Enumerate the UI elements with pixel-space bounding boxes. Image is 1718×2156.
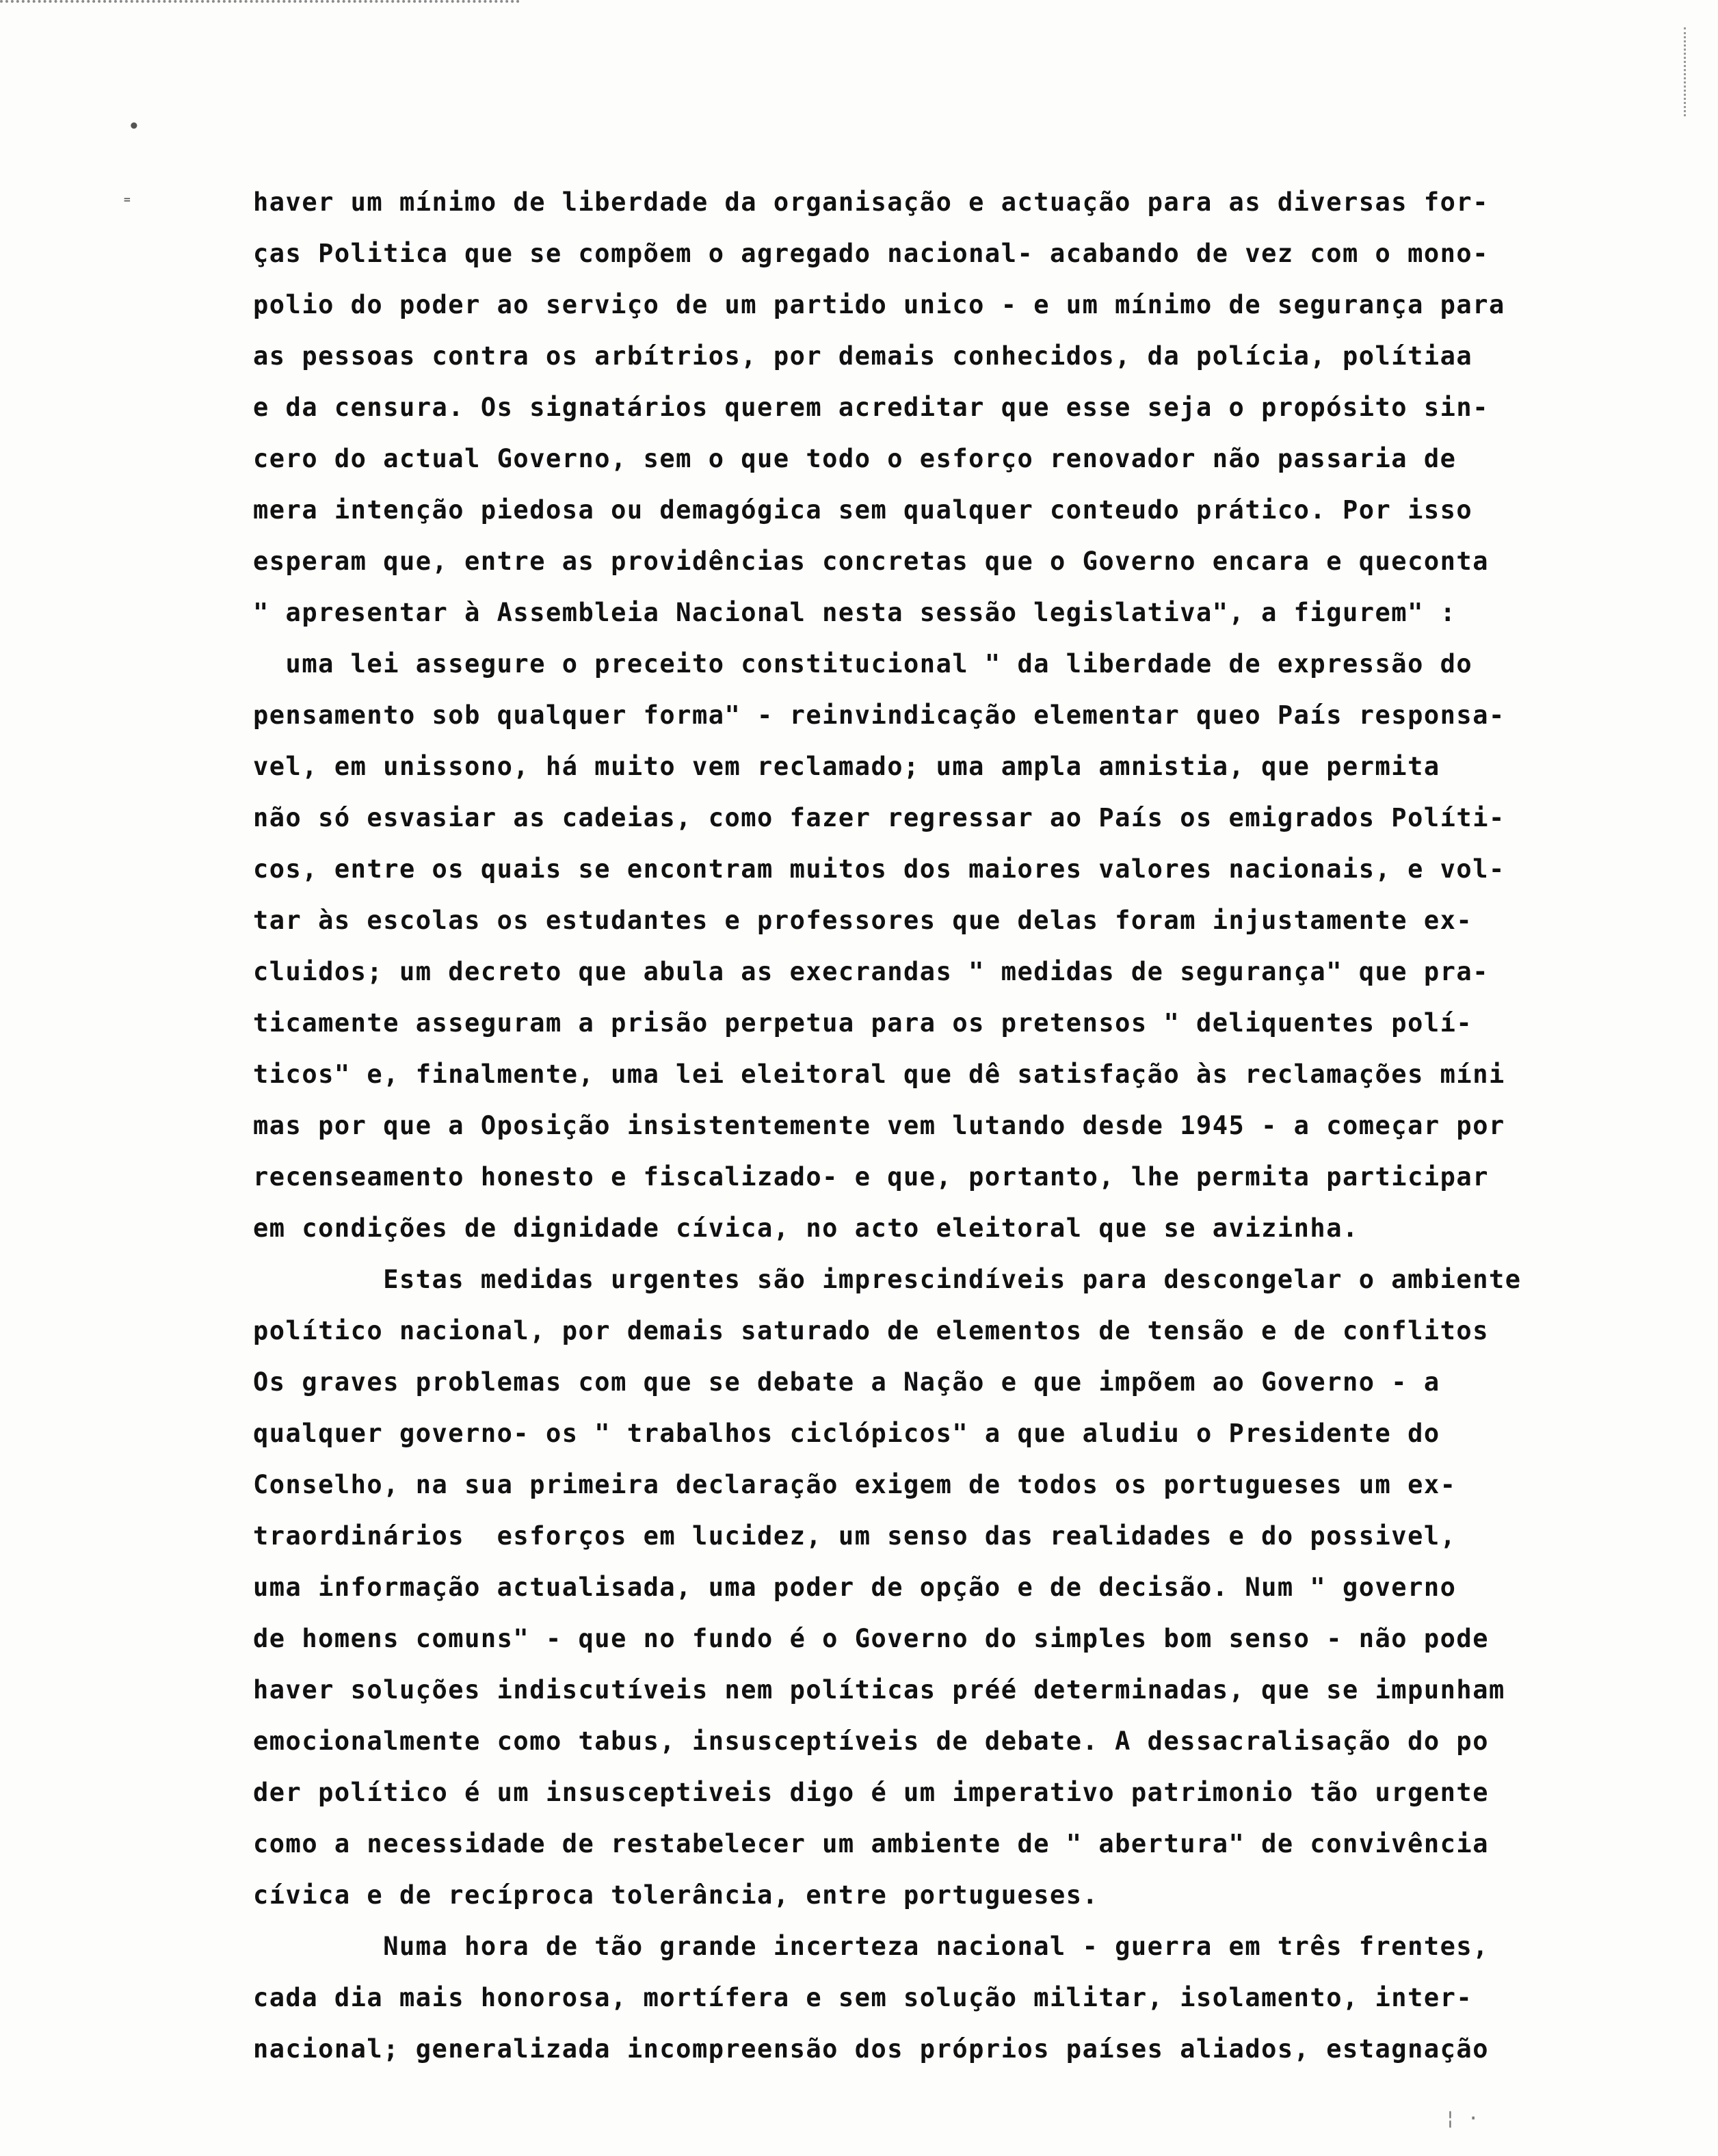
text-line: mas por que a Oposição insistentemente vem lutando desde 1945 - a começar por bbox=[253, 1111, 1505, 1140]
text-line: recenseamento honesto e fiscalizado- e que, portanto, lhe permita participar bbox=[253, 1162, 1489, 1192]
text-line: ças Politica que se compõem o agregado nacional- acabando de vez com o mono- bbox=[253, 239, 1489, 268]
text-line: polio do poder ao serviço de um partido unico - e um mínimo de segurança para bbox=[253, 290, 1505, 319]
text-line: Os graves problemas com que se debate a Nação e que impõem ao Governo - a bbox=[253, 1367, 1440, 1397]
text-line: der político é um insusceptiveis digo é um imperativo patrimonio tão urgente bbox=[253, 1778, 1489, 1807]
text-line: não só esvasiar as cadeias, como fazer regressar ao País os emigrados Políti- bbox=[253, 803, 1505, 832]
text-line: cada dia mais honorosa, mortífera e sem solução militar, isolamento, inter- bbox=[253, 1983, 1473, 2012]
text-line: cero do actual Governo, sem o que todo o esforço renovador não passaria de bbox=[253, 444, 1457, 473]
text-line: Conselho, na sua primeira declaração exigem de todos os portugueses um ex- bbox=[253, 1470, 1457, 1499]
margin-mark: ⁼ bbox=[122, 193, 133, 213]
text-line: Numa hora de tão grande incerteza nacional - guerra em três frentes, bbox=[253, 1932, 1489, 1961]
text-line: as pessoas contra os arbítrios, por demais conhecidos, da polícia, polítiaa bbox=[253, 341, 1473, 371]
text-line: esperam que, entre as providências concretas que o Governo encara e queconta bbox=[253, 547, 1489, 576]
scan-top-edge bbox=[0, 0, 520, 7]
text-line: político nacional, por demais saturado de elementos de tensão e de conflitos bbox=[253, 1316, 1489, 1345]
text-line: cívica e de recíproca tolerância, entre portugueses. bbox=[253, 1880, 1099, 1910]
text-line: vel, em unissono, há muito vem reclamado; uma ampla amnistia, que permita bbox=[253, 752, 1440, 781]
text-line: qualquer governo- os " trabalhos ciclópicos" a que aludiu o Presidente do bbox=[253, 1419, 1440, 1448]
text-line: nacional; generalizada incompreensão dos próprios países aliados, estagnação bbox=[253, 2034, 1489, 2064]
typewritten-text-block bbox=[253, 176, 1676, 2075]
scan-right-edge-mark bbox=[1684, 27, 1686, 116]
text-line: de homens comuns" - que no fundo é o Governo do simples bom senso - não pode bbox=[253, 1624, 1489, 1653]
text-line: Estas medidas urgentes são imprescindíveis para descongelar o ambiente bbox=[253, 1265, 1522, 1294]
scan-bottom-mark: ¦ · bbox=[1444, 2107, 1479, 2129]
text-line: tar às escolas os estudantes e professores que delas foram injustamente ex- bbox=[253, 906, 1473, 935]
text-line: uma lei assegure o preceito constitucional " da liberdade de expressão do bbox=[253, 649, 1473, 679]
text-line: ticos" e, finalmente, uma lei eleitoral que dê satisfação às reclamações míni bbox=[253, 1060, 1505, 1089]
text-line: cos, entre os quais se encontram muitos dos maiores valores nacionais, e vol- bbox=[253, 854, 1505, 884]
text-line: mera intenção piedosa ou demagógica sem qualquer conteudo prático. Por isso bbox=[253, 495, 1473, 525]
margin-mark: • bbox=[129, 116, 140, 137]
text-line: como a necessidade de restabelecer um ambiente de " abertura" de convivência bbox=[253, 1829, 1489, 1858]
text-line: e da censura. Os signatários querem acreditar que esse seja o propósito sin- bbox=[253, 393, 1489, 422]
text-line: traordinários esforços em lucidez, um senso das realidades e do possivel, bbox=[253, 1521, 1457, 1551]
text-line: em condições de dignidade cívica, no acto eleitoral que se avizinha. bbox=[253, 1213, 1359, 1243]
text-line: ticamente asseguram a prisão perpetua para os pretensos " deliquentes polí- bbox=[253, 1008, 1473, 1038]
text-line: pensamento sob qualquer forma" - reinvindicação elementar queo País responsa- bbox=[253, 700, 1505, 730]
text-line: emocionalmente como tabus, insusceptíveis de debate. A dessacralisação do po bbox=[253, 1726, 1489, 1756]
text-line: uma informação actualisada, uma poder de opção e de decisão. Num " governo bbox=[253, 1573, 1457, 1602]
text-line: cluidos; um decreto que abula as execrandas " medidas de segurança" que pra- bbox=[253, 957, 1489, 986]
text-line: haver um mínimo de liberdade da organisação e actuação para as diversas for- bbox=[253, 187, 1489, 217]
text-line: haver soluções indiscutíveis nem políticas préé determinadas, que se impunham bbox=[253, 1675, 1505, 1705]
text-line: " apresentar à Assembleia Nacional nesta sessão legislativa", a figurem" : bbox=[253, 598, 1457, 627]
